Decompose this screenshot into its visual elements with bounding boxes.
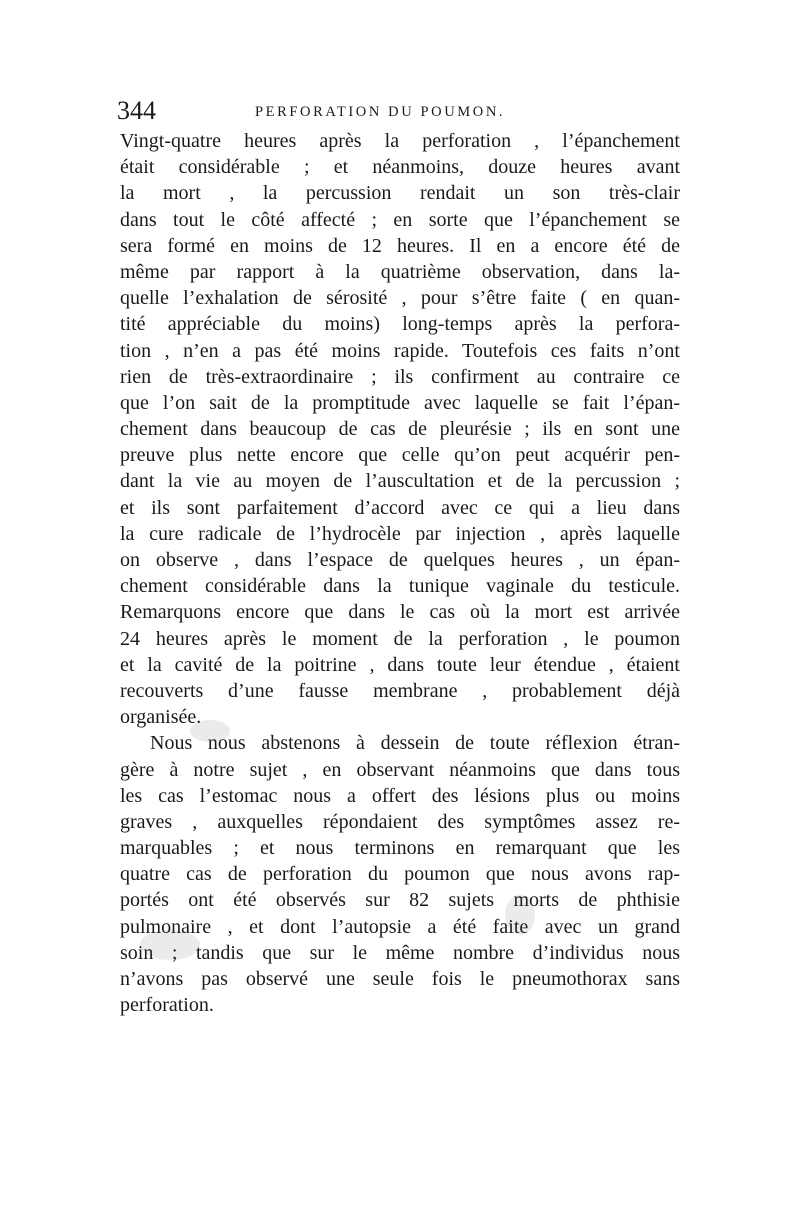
- body-text: [120, 128, 680, 1018]
- text-line: chement considérable dans la tunique vaginale du testicule.: [120, 575, 680, 598]
- text-line: dant la vie au moyen de l’auscultation et de la percussion ;: [120, 470, 680, 493]
- text-line: gère à notre sujet , en observant néanmoins que dans tous: [120, 758, 680, 781]
- text-line: tité appréciable du moins) long-temps après la perfora-: [120, 313, 680, 336]
- text-line: sera formé en moins de 12 heures. Il en a encore été de: [120, 234, 680, 257]
- text-line: n’avons pas observé une seule fois le pneumothorax sans: [120, 968, 680, 990]
- text-line: quelle l’exhalation de sérosité , pour s’être faite ( en quan-: [120, 287, 680, 310]
- text-line: Nous nous abstenons à dessein de toute réflexion étran-: [150, 732, 680, 755]
- text-line: la mort , la percussion rendait un son très-clair: [120, 182, 680, 205]
- text-line: même par rapport à la quatrième observation, dans la-: [120, 260, 680, 283]
- text-line: perforation.: [120, 994, 214, 1017]
- text-line: Vingt-quatre heures après la perforation , l’épanchement: [120, 130, 680, 152]
- running-title: PERFORATION DU POUMON.: [255, 104, 506, 120]
- paragraph-1: [120, 128, 680, 730]
- text-line: 24 heures après le moment de la perforation , le poumon: [120, 627, 680, 650]
- text-line: portés ont été observés sur 82 sujets morts de phthisie: [120, 889, 680, 912]
- text-line: rien de très-extraordinaire ; ils confirment au contraire ce: [120, 365, 680, 388]
- text-line: dans tout le côté affecté ; en sorte que l’épanchement se: [120, 208, 680, 231]
- text-line: et la cavité de la poitrine , dans toute leur étendue , étaient: [120, 653, 680, 676]
- text-line: quatre cas de perforation du poumon que nous avons rap-: [120, 863, 680, 886]
- text-line: recouverts d’une fausse membrane , probablement déjà: [120, 679, 680, 702]
- text-line: la cure radicale de l’hydrocèle par injection , après laquelle: [120, 522, 680, 545]
- text-line: était considérable ; et néanmoins, douze heures avant: [120, 156, 680, 179]
- text-line: preuve plus nette encore que celle qu’on peut acquérir pen-: [120, 444, 680, 467]
- text-line: on observe , dans l’espace de quelques heures , un épan-: [120, 549, 680, 571]
- text-line: que l’on sait de la promptitude avec laquelle se fait l’épan-: [120, 391, 680, 414]
- text-line: organisée.: [120, 706, 202, 729]
- text-line: les cas l’estomac nous a offert des lésions plus ou moins: [120, 784, 680, 807]
- text-line: tion , n’en a pas été moins rapide. Toutefois ces faits n’ont: [120, 339, 680, 362]
- text-line: Remarquons encore que dans le cas où la mort est arrivée: [120, 601, 680, 624]
- text-line: chement dans beaucoup de cas de pleurésie ; ils en sont une: [120, 418, 680, 441]
- text-line: marquables ; et nous terminons en remarquant que les: [120, 837, 680, 860]
- text-line: pulmonaire , et dont l’autopsie a été faite avec un grand: [120, 915, 680, 938]
- text-line: soin ; tandis que sur le même nombre d’individus nous: [120, 941, 680, 964]
- text-line: et ils sont parfaitement d’accord avec ce qui a lieu dans: [120, 496, 680, 519]
- running-head: [117, 96, 677, 130]
- page-number: 344: [117, 96, 156, 125]
- paragraph-2: [120, 730, 680, 1018]
- text-line: graves , auxquelles répondaient des symptômes assez re-: [120, 810, 680, 833]
